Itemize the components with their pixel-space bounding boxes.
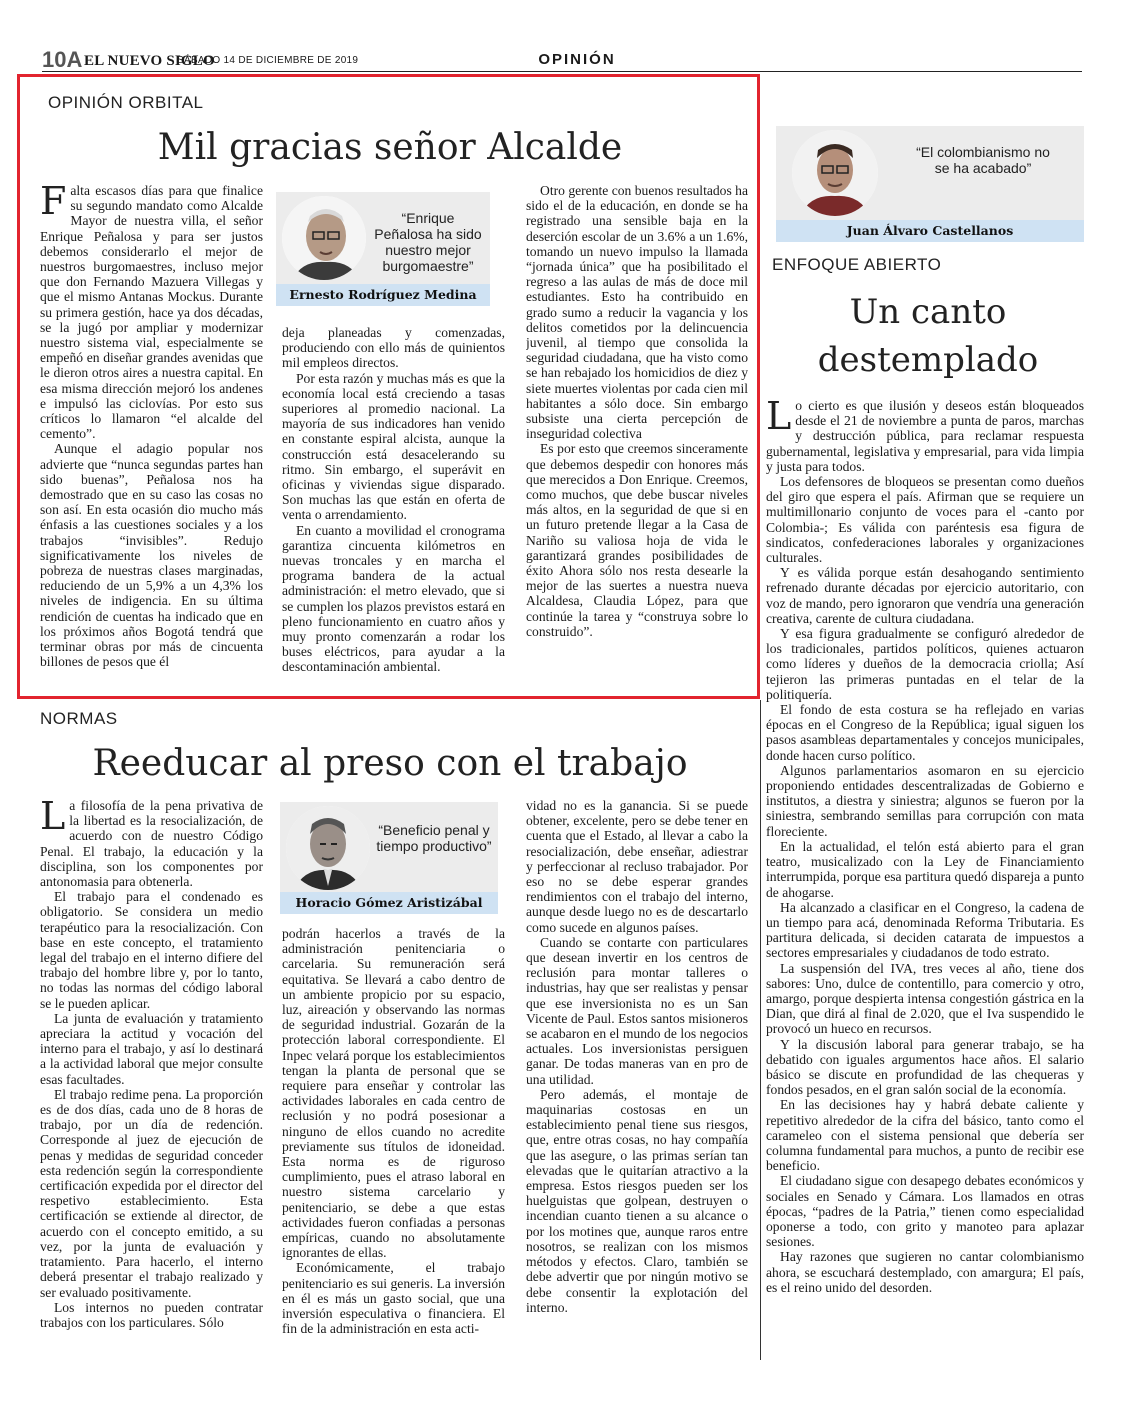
article2-kicker: NORMAS [40, 709, 118, 728]
article1-pullquote: “Enrique Peñalosa ha sido nuestro mejor burgomaestre” [374, 210, 482, 274]
article1-paragraph: alta escasos días para que finalice su segundo mandato como Alcalde Mayor de nuestra villa, el señor Enrique Peñalosa y para ser justos debemos considerarlo el mejor de nuestros burgomaestres, incluso mejor que don Fernando Mazuera Villegas y que el mismo Antanas Mockus. Durante su primera gestión, hace ya dos décadas, se la jugó por ampliar y modernizar nuestro sistema vial, especialmente se empeñó en diseñar grandes avenidas que le dieron otros aires a nuestra capital. En esa misma dirección mejoró los andenes e impulsó las ciclovías. Por esto sus críticos lo llamaron “el alcalde del cemento”. [40, 183, 263, 442]
article3-paragraph: El ciudadano sigue con desapego debates económicos y sociales en Senado y Cámara. Los llamados en otras épocas, “padres de la Patria,” tienen como especialidad oponerse a todo, con grito y manoteo para aplazar sesiones. [766, 1173, 1084, 1250]
article1-paragraph: Es por esto que creemos sinceramente que debemos despedir con honores más que merecidos a Don Enrique. Creemos, como muchos, que debe buscar niveles más altos, en la seguridad de que si en un futuro pretende llegar a la Casa de Nariño su valiosa hoja de vida le garantizará grandes posibilidades de éxito Ahora sólo nos resta desearle la mejor de las suertes a nuestra nueva Alcaldesa, Claudia López, para que continúe la tarea y “construya sobre lo construido”. [526, 441, 748, 639]
issue-date: SÁBADO 14 DE DICIEMBRE DE 2019 [177, 55, 359, 66]
article1-column-3 [526, 183, 748, 693]
author-photo-icon [792, 130, 878, 216]
article3-pullquote-box [776, 126, 1084, 242]
article1-pullquote-box [276, 192, 490, 306]
page-header [42, 48, 1082, 72]
article1-author: Ernesto Rodríguez Medina [276, 284, 490, 306]
article1-column-2 [282, 325, 505, 693]
article3-author: Juan Álvaro Castellanos [776, 220, 1084, 242]
article3-title-line-2: destemplado [817, 340, 1039, 380]
article2-paragraph: Pero además, el montaje de maquinarias costosas en un establecimiento penal tiene sus riesgos, que, entre otras cosas, no hay compañía que las asegure, o las primas serían tan elevadas que le quitarían atractivo a la empresa. Estos riesgos pueden ser los huelguistas que golpean, destruyen o incendian cuanto tienen a su alcance o por los motines que, aunque raros entre nosotros, se realizan con los mismos métodos y efectos. Claro, también se debe advertir que por ningún motivo se debe consentir la explotación del interno. [526, 1086, 748, 1315]
article2-column-1 [40, 798, 263, 1358]
article2-pullquote-box [280, 802, 498, 914]
article2-title: Reeducar al preso con el trabajo [92, 743, 688, 784]
article3-paragraph: Y la discusión laboral para generar trabajo, se ha debatido con iguales argumentos hace años. El salario básico se discute en profundidad de las chequeras y fondos pesados, en el gran salón social de la economía. [766, 1036, 1084, 1098]
article2-pullquote: “Beneficio penal y tiempo productivo” [376, 822, 492, 854]
article1-title: Mil gracias señor Alcalde [157, 127, 623, 168]
page-number: 10A [42, 47, 83, 72]
article3-paragraph: El fondo de esta costura se ha reflejado en varias épocas en el Congreso de la República; igual siguen los pasos asambleas departamentales y concejos municipales, donde hacen curso político. [766, 702, 1084, 763]
article3-paragraph: o cierto es que ilusión y deseos están bloqueados desde el 21 de noviembre a punta de paros, marchas y destrucción pública, para reclamar respuesta gubernamental, legislativa y empresarial, para vida limpia y justa para todos. [766, 398, 1084, 474]
article3-kicker: ENFOQUE ABIERTO [772, 255, 942, 274]
article3-paragraph: Hay razones que sugieren no cantar colombianismo ahora, se escuchará destemplado, con amargura; El país, es el reino unido del desorden. [766, 1249, 1084, 1295]
column-divider [760, 700, 761, 1360]
article1-paragraph: Por esta razón y muchas más es que la economía local está creciendo a tasas superiores al promedio nacional. La mayoría de sus indicadores han venido en constante espiral alcista, aunque la construcción está desacelerando su ritmo. Sin embargo, el superávit en oficinas y viviendas sigue disparado. Son muchas las que están en oferta de venta o arrendamiento. [282, 370, 505, 523]
section-name: OPINIÓN [538, 51, 616, 68]
article3-paragraph: Los defensores de bloqueos se presentan como dueños del giro que espera el país. Afirman que se requiere un multimillonario conjunto de voces para el -canto por Colombia-; Es válida con paréntesis esa figura de sindicatos, confederaciones laborales y organizaciones culturales. [766, 474, 1084, 566]
article3-paragraph: Y es válida porque están desahogando sentimiento refrenado durante décadas por ejercicio autoritario, con voz de mando, pero ignoraron que vendría una generación creativa, carente de cultura ciudadana. [766, 565, 1084, 626]
author-photo-icon [282, 196, 366, 280]
article2-column-2 [282, 926, 505, 1358]
article3-title [772, 288, 1084, 384]
article2-paragraph: podrán hacerlos a través de la administración penitenciaria o carcelaria. Su remuneración será equitativa. Se llevará a cabo dentro de un ambiente propicio por su espacio, luz, aireación y observando las normas de seguridad industrial. Gozarán de la protección laboral correspondiente. El Inpec velará porque los establecimientos tengan la planta de personal que se requiere para enseñar y controlar las actividades laborales en cada centro de reclusión y no podrá posesionar a ninguno de ellos cuando no acredite previamente sus títulos de idoneidad. Esta norma es de riguroso cumplimiento, pues el atraso laboral en nuestro sistema carcelario y penitenciario, se debe a que estas actividades fueron confiadas a personas empíricas, cuando no absolutamente ignorantes de ellas. [282, 926, 505, 1261]
article1-paragraph: deja planeadas y comenzadas, produciendo con ello más de quinientos mil empleos directos. [282, 325, 505, 371]
article3-body [766, 398, 1084, 1358]
article3-pullquote: “El colombianismo no se ha acabado” [916, 144, 1050, 176]
article1-kicker: OPINIÓN ORBITAL [48, 93, 204, 112]
article3-paragraph: Y esa figura gradualmente se configuró alrededor de los tradicionales, partidos políticos, quienes actuaron como líderes y dueños de la democracia criolla; Así tejieron las primeras puntadas en el telar de la politiquería. [766, 626, 1084, 702]
article2-dropcap: L [40, 798, 66, 838]
article1-column-1 [40, 183, 263, 693]
article3-dropcap: L [766, 398, 792, 438]
article2-paragraph: vidad no es la ganancia. Si se puede obtener, excelente, pero se debe tener en cuenta que el Estado, al llevar a cabo la resocialización, debe enseñar, adiestrar y perfeccionar al recluso trabajador. Por eso no se debe esperar grandes rendimientos con el trabajo del interno, aunque desde luego no es de descartarlo como sucede en algunos países. [526, 798, 748, 935]
article1-paragraph: Otro gerente con buenos resultados ha sido el de la educación, en donde se ha registrado una sensible baja en la deserción escolar de un 3.6% a un 1.6%, tomando un nuevo impulso la llamada “jornada única” que ha posibilitado el regreso a las aulas de más de doce mil estudiantes. Esto ha contribuido en grado sumo a reducir la vagancia y los delitos cometidos por la delincuencia juvenil, al tiempo que consolida la seguridad ciudadana, que ha visto como se han rebajado los homicidios de diez y siete muertes violentas por cada cien mil habitantes a sólo doce. Sin embargo subsiste una cierta percepción de inseguridad colectiva [526, 183, 748, 442]
article3-title-line-1: Un canto [849, 292, 1007, 332]
article2-paragraph: a filosofía de la pena privativa de la libertad es la resocialización, de acuerdo con de nuestro Código Penal. El trabajo, la educación y la disciplina, son los componentes por antonomasia para obtenerla. [40, 798, 263, 890]
article2-paragraph: El trabajo para el condenado es obligatorio. Se considera un medio terapéutico para la resocialización. Con base en este concepto, el tratamiento legal del trabajo en el interno difiere del trabajo del hombre libre y, por lo tanto, no todas las normas del código laboral se le pueden aplicar. [40, 889, 263, 1011]
article2-column-3 [526, 798, 748, 1358]
newspaper-name: EL NUEVO SIGLO [84, 53, 215, 69]
article2-author: Horacio Gómez Aristizábal [280, 892, 498, 914]
article1-paragraph: En cuanto a movilidad el cronograma garantiza cincuenta kilómetros en nuevas troncales y en marcha el programa bandera de la actual administración: el metro elevado, que si se cumplen los plazos previstos estará en pleno funcionamiento en cuatro años y muy pronto comenzarán a rodar los buses eléctricos, para ayudar a la descontaminación ambiental. [282, 522, 505, 675]
article1-paragraph: Aunque el adagio popular nos advierte que “nunca segundas partes han sido buenas”, Peñalosa nos ha demostrado que en su caso las cosas no son así. En esta ocasión dio mucho más énfasis a las cuestiones sociales y a los trabajos “invisibles”. Redujo significativamente los niveles de pobreza de nuestras clases marginadas, reduciendo de un 5,9% a un 4,3% los niveles de indigencia. En su última rendición de cuentas ha indicado que en los próximos años Bogotá tendrá que terminar obras por más de cincuenta billones de pesos que él [40, 441, 263, 670]
article2-paragraph: Los internos no pueden contratar trabajos con los particulares. Sólo [40, 1299, 263, 1330]
article3-paragraph: En las decisiones hay y habrá debate caliente y repetitivo alrededor de la cifra del básico, tanto como el carameleo con el sistema pensional que debería ser columna fundamental para muchos, a punto de recibir ese beneficio. [766, 1097, 1084, 1174]
article3-paragraph: En la actualidad, el telón está abierto para el gran teatro, musicalizado con la Ley de Financiamiento interrumpida, porque esa partitura quedó dispareja a punto de ahogarse. [766, 838, 1084, 900]
article1-dropcap: F [40, 183, 67, 223]
article3-paragraph: Ha alcanzado a clasificar en el Congreso, la cadena de un tiempo para acá, denominada Reforma Tributaria. Es partitura delicada, si deciden catarata de impuestos a sectores empresariales y ciudadanos de todo estrato. [766, 899, 1084, 961]
article2-paragraph: La junta de evaluación y tratamiento apreciara la actitud y vocación del interno para el trabajo, y así lo destinará a la actividad laboral que mejor consulte esas facultades. [40, 1010, 263, 1087]
article2-paragraph: Económicamente, el trabajo penitenciario es sui generis. La inversión en él es más un gasto social, que una inversión especulativa o financiera. El fin de la administración en esta acti- [282, 1260, 505, 1337]
article3-paragraph: Algunos parlamentarios asomaron en su ejercicio proponiendo entidades descentralizadas de Gobierno e institutos, a diestra y siniestra; algunos se fueron por la siniestra, sembrando semillas para corrupción con mata floreciente. [766, 762, 1084, 839]
article2-paragraph: El trabajo redime pena. La proporción es de dos días, cada uno de 8 horas de trabajo, por un día de redención. Corresponde al juez de ejecución de penas y medidas de seguridad conceder esta redención según la correspondiente certificación expedida por el director del respetivo establecimiento. Esta certificación se extiende al director, de acuerdo con el concepto emitido, a su vez, por la junta de evaluación y tratamiento. Para hacerlo, el interno deberá presentar el trabajo realizado y ser evaluado positivamente. [40, 1086, 263, 1300]
article3-paragraph: La suspensión del IVA, tres veces al año, tiene dos sabores: Uno, dulce de contentillo, para comercio y otro, amargo, porque despierta intensa congestión gástrica en la Dian, que dirá al final de 2.020, que el Iva suspendido le provocó un hueco en recursos. [766, 960, 1084, 1037]
author-photo-icon [286, 806, 370, 890]
article2-paragraph: Cuando se contarte con particulares que desean invertir en los centros de reclusión para montar talleres o industrias, hay que ser realistas y pensar que ese inversionista no es un San Vicente de Paul. Estos santos misioneros se acabaron en el mundo de los negocios actuales. Los inversionistas persiguen ganar. De todas maneras van en pro de una utilidad. [526, 934, 748, 1087]
